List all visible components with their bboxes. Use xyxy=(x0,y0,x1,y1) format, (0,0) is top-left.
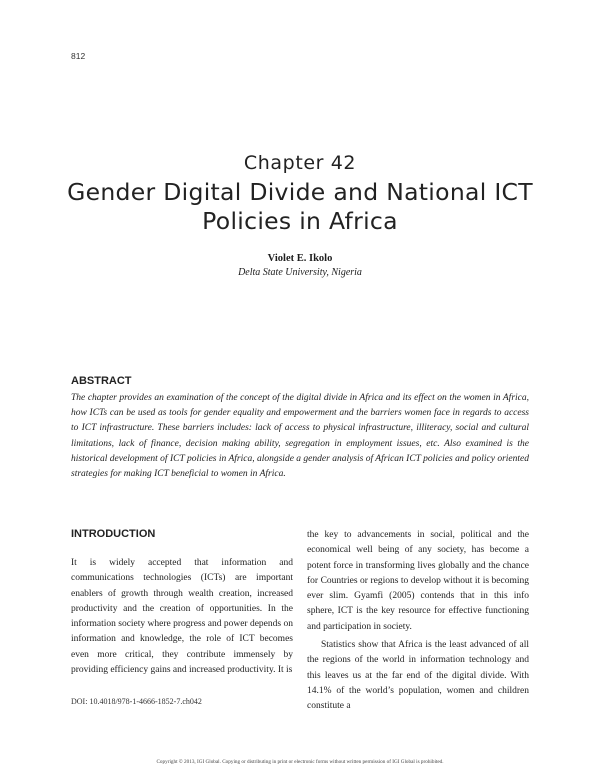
introduction-paragraph-1: It is widely accepted that information and communications technologies (ICTs) are important enablers of growth through wealth creation, increased productivity and the creation of opportunities. In the information society where progress and power depends on information and knowledge, the role of ICT becomes even more critical, they contribute immensely by providing efficiency gains and increased productivity. It is xyxy=(71,558,293,676)
copyright-notice: Copyright © 2013, IGI Global. Copying or distributing in print or electronic forms without written permission of IGI Global is prohibited. xyxy=(156,759,444,765)
chapter-label: Chapter 42 xyxy=(243,152,357,174)
introduction-paragraph-2: the key to advancements in social, political and the economical well being of any society, has become a potent force in transforming lives globally and the chance for Countries or regions to develop without it is becoming ever slim. Gyamfi (2005) contends that in this info sphere, ICT is the key resource for effective functioning and participation in society. xyxy=(307,530,529,632)
chapter-title: Gender Digital Divide and National ICT Policies in Africa xyxy=(67,178,533,235)
introduction-heading: INTRODUCTION xyxy=(71,528,156,540)
page-number: 812 xyxy=(71,51,86,61)
introduction-paragraph-3: Statistics show that Africa is the least advanced of all the regions of the world in information technology and this leaves us at the far end of the digital divide. With 14.1% of the world’s population, women and children constitute a xyxy=(307,640,529,712)
right-column xyxy=(307,528,529,715)
abstract-text: The chapter provides an examination of the concept of the digital divide in Africa and its effect on the women in Africa, how ICTs can be used as tools for gender equality and empowerment and the barriers women face in regards to access to ICT infrastructure. These barriers includes: lack of access to physical infrastructure, illiteracy, social and cultural limitations, lack of finance, decision making ability, segregation in employment issues, etc. Also examined is the historical development of ICT policies in Africa, alongside a gender analysis of African ICT policies and policy oriented strategies for making ICT beneficial to women in Africa. xyxy=(71,393,529,480)
left-column xyxy=(71,556,293,678)
author-name: Violet E. Ikolo xyxy=(267,253,333,264)
abstract-heading: ABSTRACT xyxy=(71,375,132,387)
author-affiliation: Delta State University, Nigeria xyxy=(238,267,362,278)
doi: DOI: 10.4018/978-1-4666-1852-7.ch042 xyxy=(71,697,202,706)
